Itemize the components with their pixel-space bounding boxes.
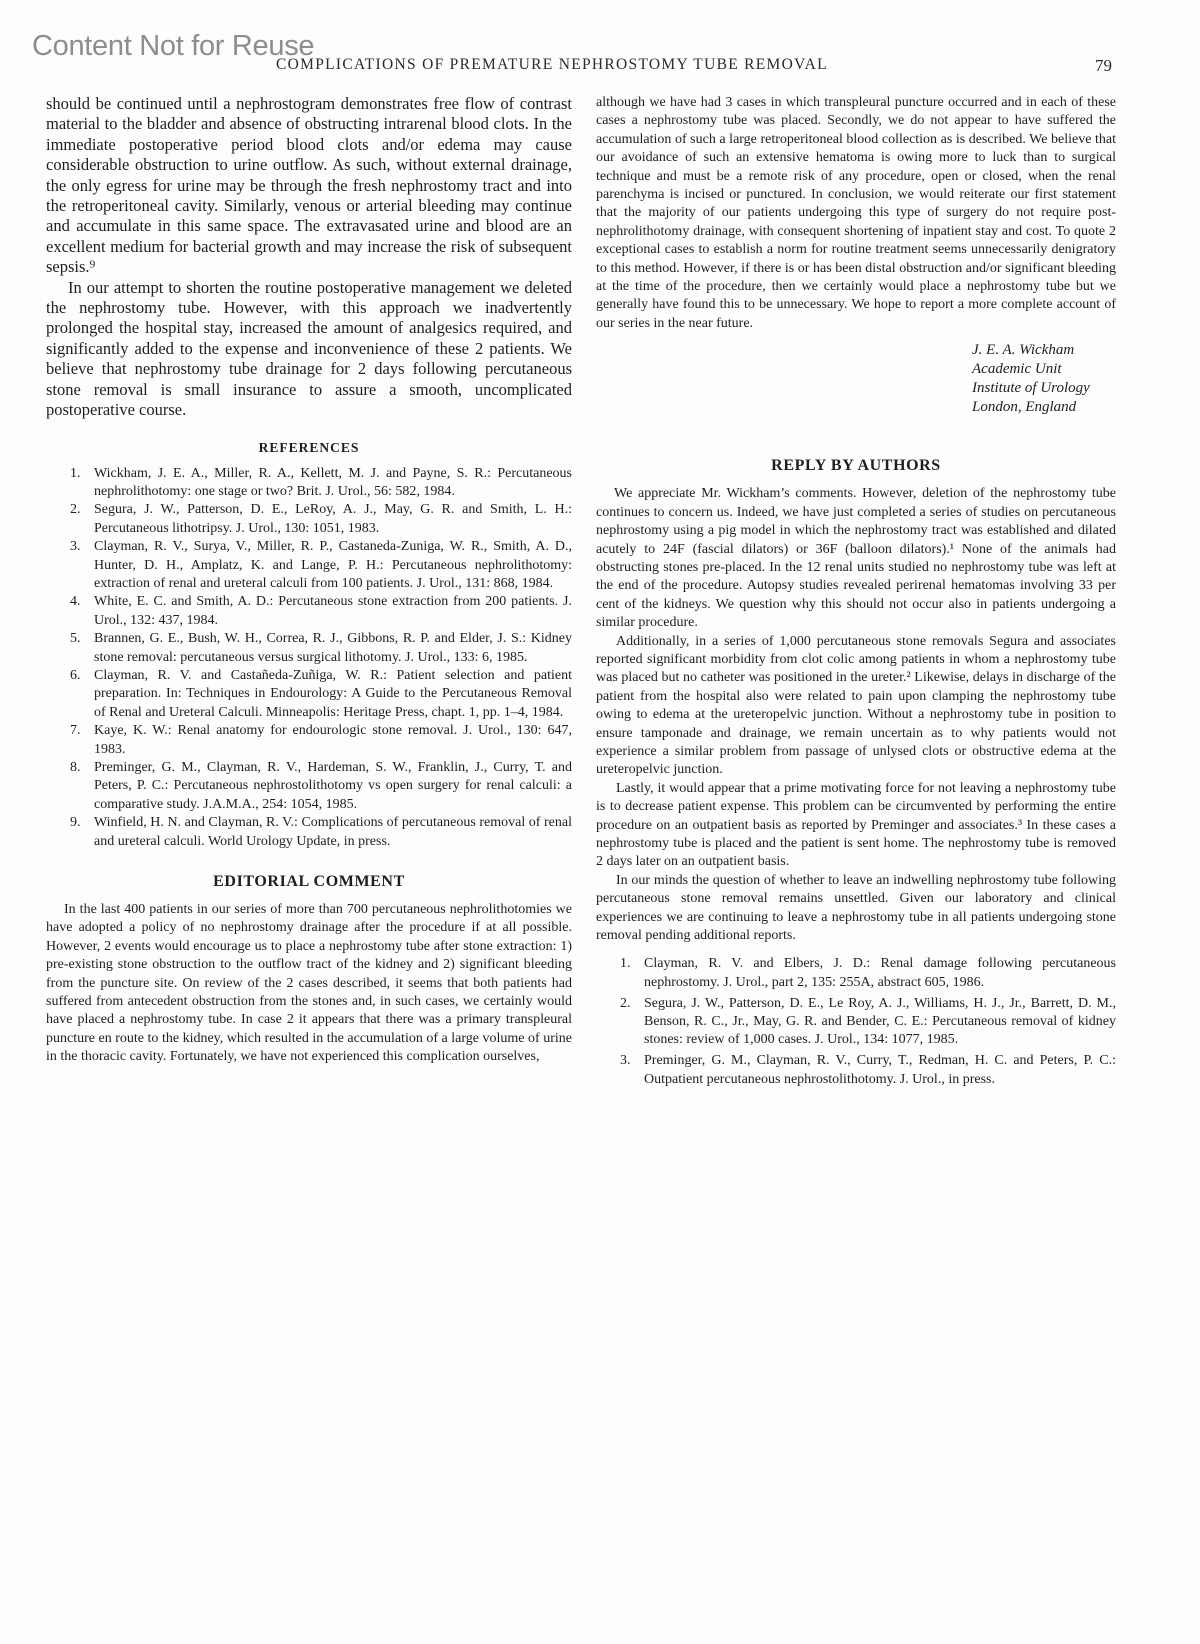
editorial-paragraph: In the last 400 patients in our series of more than 700 percutaneous nephrolithotomies we have adopted a policy of no nephrostomy drainage after the procedure if at all possible. However, 2 events would encourage us to place a nephrostomy tube after stone extraction: 1) pre-existing stone obstruction to the outflow tract of the kidney and 2) significant bleeding from the puncture site. On review of the 2 cases described, it seems that both patients had suffered from antecedent obstruction from the stones and, in such cases, we certainly would have placed a nephrostomy tube. In case 2 it appears that there was a primary transpleural puncture en route to the kidney, which resulted in the accumulation of a large volume of urine in the thoracic cavity. Fortunately, we have not experienced this complication ourselves, — [46, 902, 572, 1065]
signature-institute: Institute of Urology — [972, 380, 1090, 397]
reply-body — [596, 485, 1116, 945]
editorial-comment-body — [46, 901, 572, 1067]
reply-references-list — [596, 955, 1116, 1088]
references-heading: REFERENCES — [258, 439, 360, 455]
watermark: Content Not for Reuse — [32, 30, 315, 62]
reference-item: 9. Winfield, H. N. and Clayman, R. V.: Complications of percutaneous removal of renal and ureteral calculi. World Urology Update, in press. — [70, 815, 572, 849]
reference-item: 7. Kaye, K. W.: Renal anatomy for endourologic stone removal. J. Urol., 130: 647, 1983. — [70, 723, 572, 757]
reply-heading: REPLY BY AUTHORS — [771, 457, 941, 475]
reply-paragraph: We appreciate Mr. Wickham’s comments. However, deletion of the nephrostomy tube continues to concern us. Indeed, we have just completed a series of studies on percutaneous nephrostomy using a pig model in which the nephrostomy tract was established and dilated acutely to 24F (fascial dilators) or 36F (balloon dilators).¹ None of the animals had obstructing stones pre-placed. In the 12 renal units studied no nephrostomy tube was left at the end of the procedure. Autopsy studies revealed perirenal hematomas involving 33 per cent of the kidneys. We question why this should not occur also in patients undergoing a similar procedure. — [596, 486, 1116, 631]
references-list — [46, 465, 572, 852]
reference-item: 8. Preminger, G. M., Clayman, R. V., Hardeman, S. W., Franklin, J., Curry, T. and Peters, P. C.: Percutaneous nephrostolithotomy vs open surgery for renal calculi: a comparative study. J.A.M.A., 254: 1054, 1985. — [70, 760, 572, 812]
reference-item: 2. Segura, J. W., Patterson, D. E., Le Roy, A. J., Williams, H. J., Jr., Barrett, D. M., Benson, R. C., Jr., May, G. R. and Bender, C. E.: Percutaneous removal of kidney stones: review of 1,000 cases. J. Urol., 134: 1077, 1985. — [620, 995, 1116, 1048]
right-column — [596, 94, 1116, 1092]
reference-item: 1. Clayman, R. V. and Elbers, J. D.: Renal damage following percutaneous nephrostomy. J. Urol., part 2, 135: 255A, abstract 605, 1986. — [620, 956, 1116, 990]
reference-item: 5. Brannen, G. E., Bush, W. H., Correa, R. J., Gibbons, R. P. and Elder, J. S.: Kidney stone removal: percutaneous versus surgical lithotomy. J. Urol., 133: 6, 1985. — [70, 631, 572, 665]
editorial-comment-heading: EDITORIAL COMMENT — [213, 873, 405, 891]
body-paragraph: In our attempt to shorten the routine postoperative management we deleted the nephrostomy tube. However, with this approach we inadvertently prolonged the hospital stay, increased the amount of analgesics required, and significantly added to the expense and inconvenience of these 2 patients. We believe that nephrostomy tube drainage for 2 days following percutaneous stone removal is small insurance to assure a smooth, uncomplicated postoperative course. — [46, 277, 572, 420]
reference-item: 2. Segura, J. W., Patterson, D. E., LeRoy, A. J., May, G. R. and Smith, L. H.: Percutaneous lithotripsy. J. Urol., 130: 1051, 1983. — [70, 502, 572, 536]
reference-item: 3. Clayman, R. V., Surya, V., Miller, R. P., Castaneda-Zuniga, W. R., Smith, A. D., Hunter, D. H., Amplatz, K. and Lange, P. H.: Percutaneous nephrolithotomy: extraction of renal and ureteral calculi from 100 patients. J. Urol., 131: 868, 1984. — [70, 539, 572, 591]
reference-item: 3. Preminger, G. M., Clayman, R. V., Curry, T., Redman, H. C. and Peters, P. C.: Outpatient percutaneous nephrostolithotomy. J. Urol., in press. — [620, 1053, 1116, 1087]
reference-item: 6. Clayman, R. V. and Castañeda-Zuñiga, W. R.: Patient selection and patient preparation. In: Techniques in Endourology: A Guide to the Percutaneous Removal of Renal and Ureteral Calculi. Minneapolis: Heritage Press, chapt. 1, pp. 1–4, 1984. — [70, 667, 572, 720]
reference-item: 4. White, E. C. and Smith, A. D.: Percutaneous stone extraction from 200 patients. J. Urol., 132: 437, 1984. — [70, 594, 572, 628]
running-head: COMPLICATIONS OF PREMATURE NEPHROSTOMY TUBE REMOVAL — [276, 56, 828, 73]
article-body — [46, 94, 572, 421]
page-number: 79 — [1095, 56, 1112, 75]
left-column — [46, 94, 572, 1067]
editorial-signature — [972, 341, 1116, 417]
editorial-comment-continued — [596, 94, 1116, 333]
signature-city: London, England — [972, 399, 1077, 416]
signature-name: J. E. A. Wickham — [972, 342, 1075, 359]
reference-item: 1. Wickham, J. E. A., Miller, R. A., Kellett, M. J. and Payne, S. R.: Percutaneous nephrolithotomy: one stage or two? Brit. J. Urol., 56: 582, 1984. — [70, 465, 572, 499]
reply-paragraph: In our minds the question of whether to leave an indwelling nephrostomy tube following percutaneous stone removal remains unsettled. Given our laboratory and clinical experiences we are continuing to leave a nephrostomy tube in all patients undergoing stone removal pending additional reports. — [596, 872, 1116, 944]
reply-paragraph: Lastly, it would appear that a prime motivating force for not leaving a nephrostomy tube is to decrease patient expense. This problem can be circumvented by performing the entire procedure on an outpatient basis as reported by Preminger and associates.³ In these cases a nephrostomy tube is placed and the patient is sent home. The nephrostomy tube is removed 2 days later on an outpatient basis. — [596, 780, 1116, 870]
reply-paragraph: Additionally, in a series of 1,000 percutaneous stone removals Segura and associates reported significant morbidity from clot colic among patients in whom a nephrostomy tube was placed but no catheter was positioned in the ureter.² Likewise, delays in discharge of the patient from the hospital also were related to pain upon clamping the nephrostomy tube owing to edema at the ureteropelvic junction. Without a nephrostomy tube in position to ensure tamponade and drainage, we remain uncertain as to why patients would not experience a similar problem from passage of unlysed clots or obstructive edema at the ureteropelvic junction. — [596, 633, 1116, 778]
body-paragraph: should be continued until a nephrostogram demonstrates free flow of contrast material to the bladder and absence of obstructing intrarenal blood clots. In the immediate postoperative period blood clots and/or edema may cause considerable obstruction to urine outflow. As such, without external drainage, the only egress for urine may be through the fresh nephrostomy tract and into the retroperitoneal cavity. Similarly, venous or arterial bleeding may continue and accumulate in this same space. The extravasated urine and blood are an excellent medium for bacterial growth and may increase the risk of subsequent sepsis.⁹ — [46, 94, 572, 277]
signature-unit: Academic Unit — [972, 361, 1062, 378]
editorial-paragraph: although we have had 3 cases in which transpleural puncture occurred and in each of these cases a nephrostomy tube was placed. Secondly, we do not appear to have suffered the accumulation of such a large retroperitoneal blood collection as is described. We believe that our avoidance of such an extensive hematoma is owing more to luck than to surgical technique and must be a remote risk of any procedure, open or closed, when the renal parenchyma is incised or punctured. In conclusion, we would reiterate our first statement that the majority of our patients undergoing this type of surgery do not require post-nephrolithotomy drainage, with consequent shortening of inpatient stay and cost. To quote 2 exceptional cases to establish a norm for routine treatment seems unnecessarily denigratory to this method. However, if there is or has been distal obstruction and/or significant bleeding at the time of the procedure, then we certainly would place a nephrostomy tube but we generally have found this to be unnecessary. We hope to report a more complete account of our series in the near future. — [596, 95, 1116, 331]
